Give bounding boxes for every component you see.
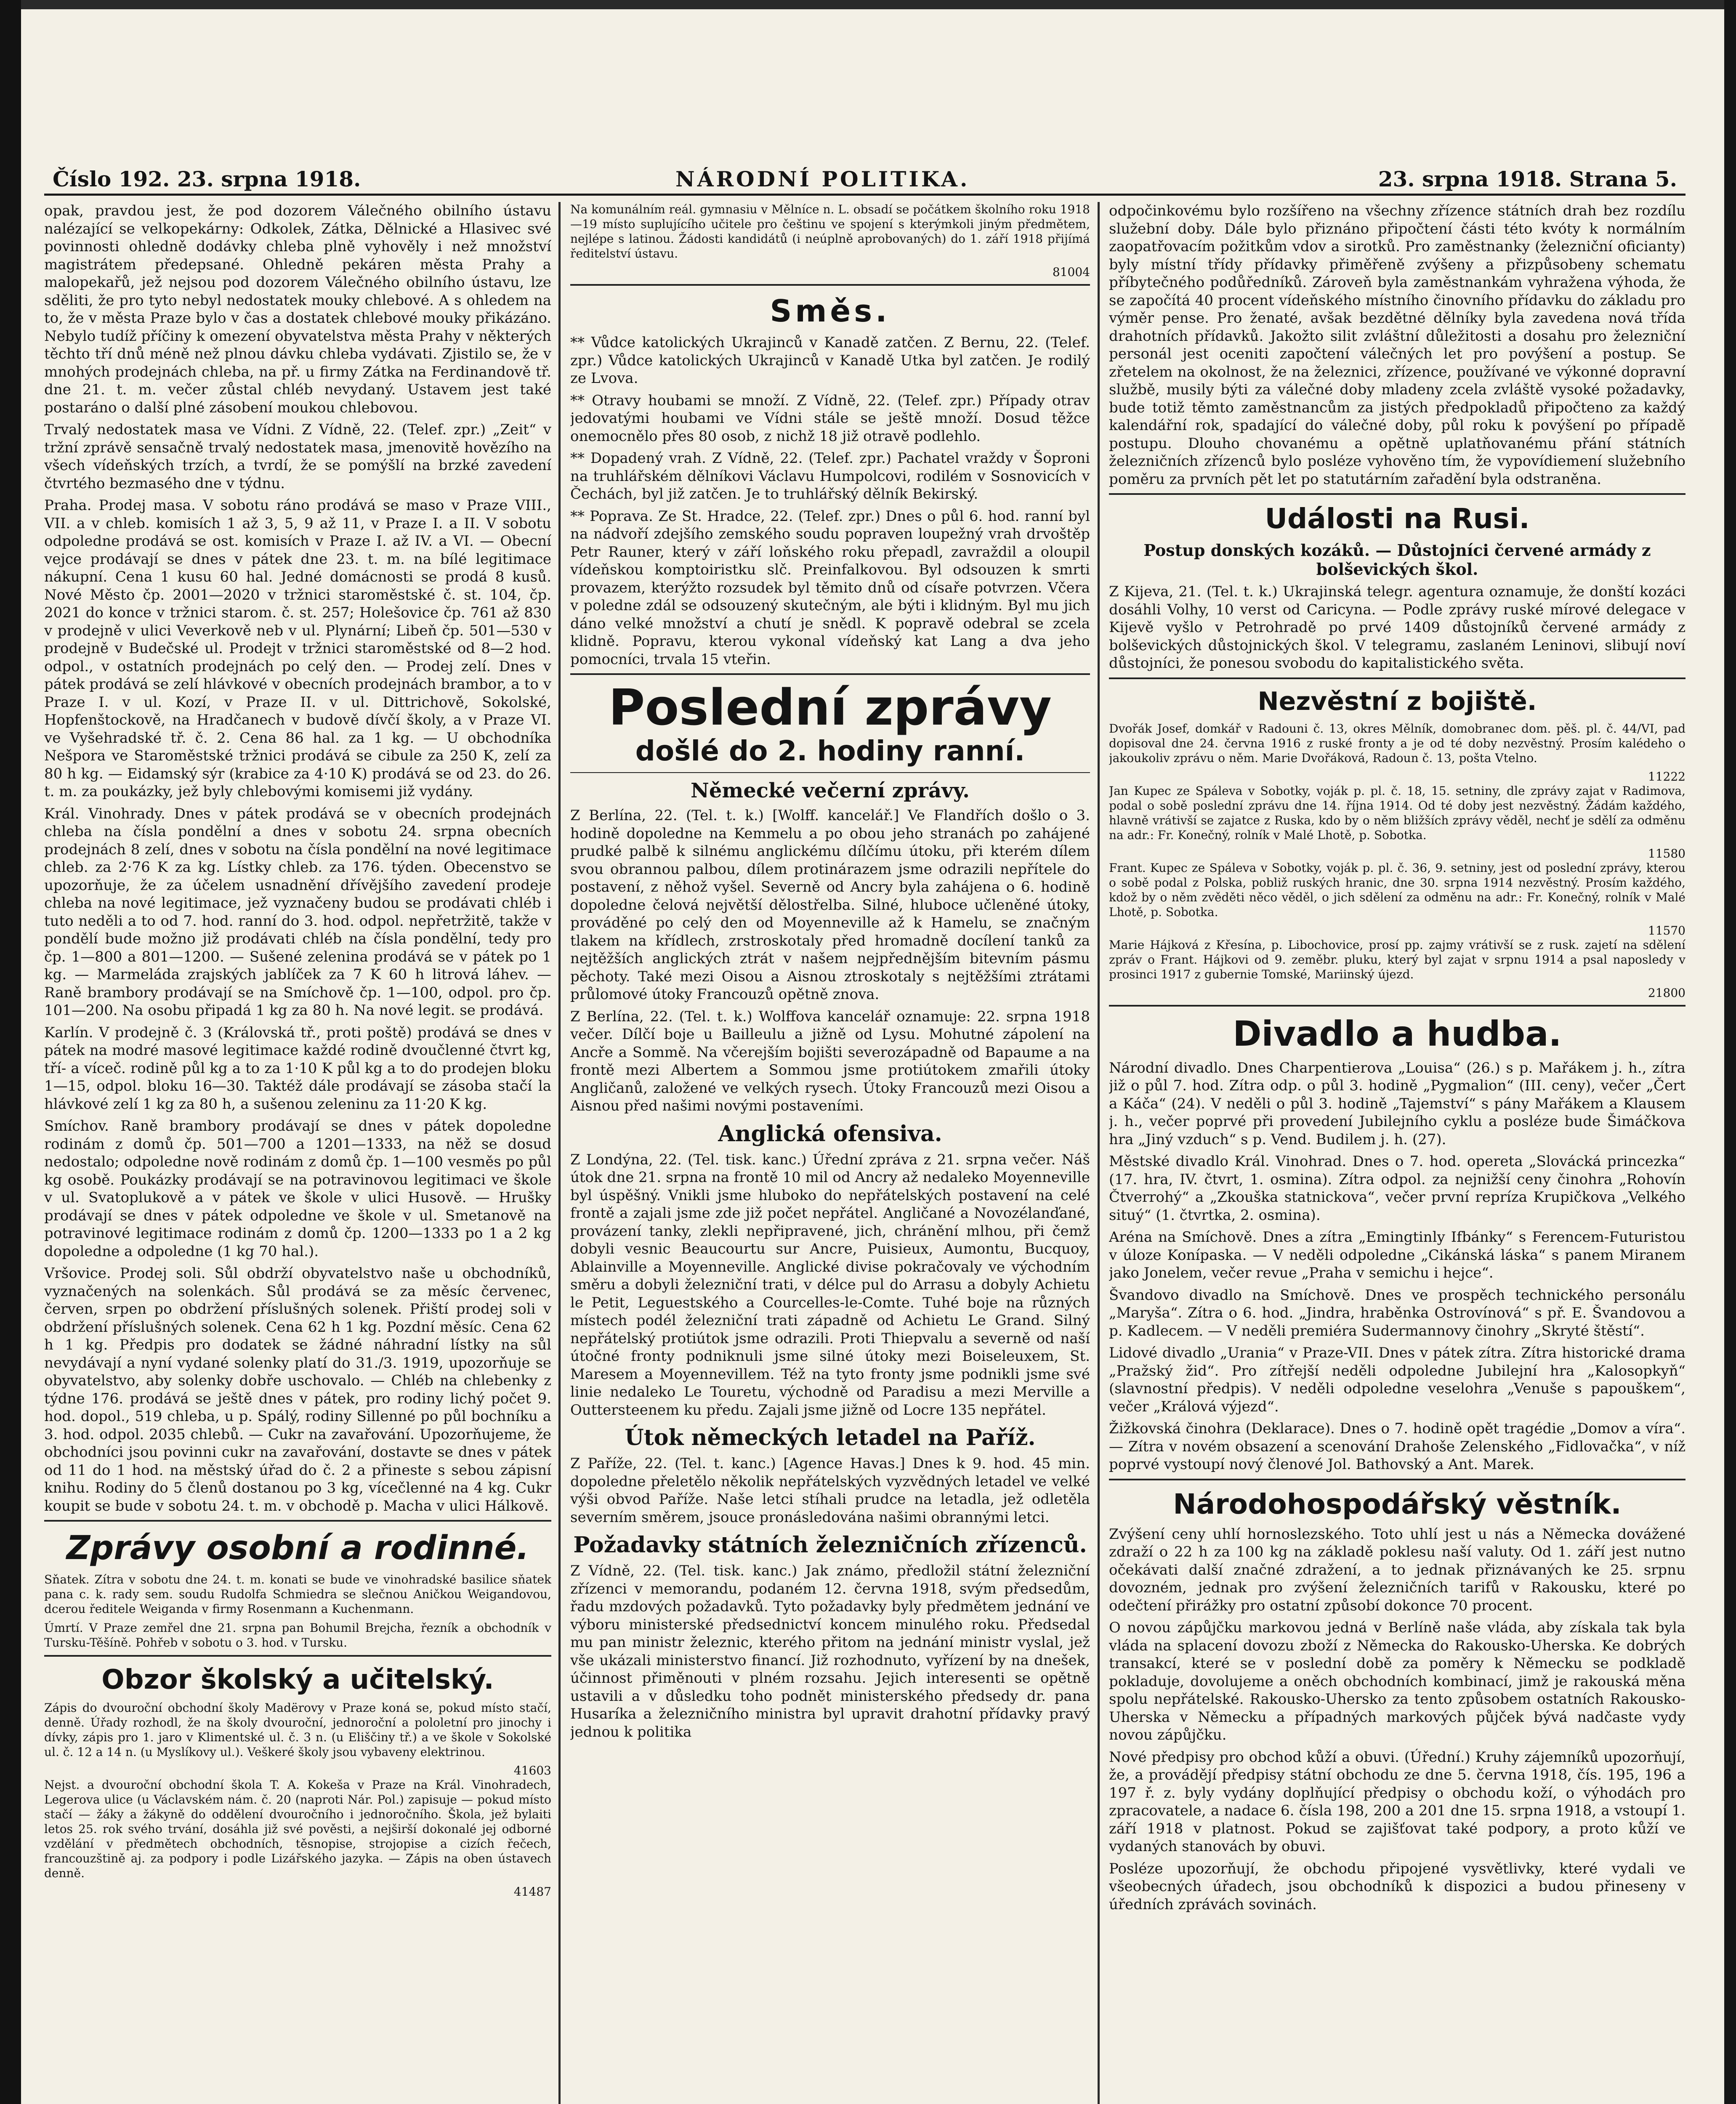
subheading-latest-news: došlé do 2. hodiny ranní. — [635, 735, 1025, 767]
ad-number: 11222 — [1648, 769, 1685, 784]
ad-number: 41603 — [513, 1764, 551, 1777]
date-page: 23. srpna 1918. Strana 5. — [1378, 167, 1677, 191]
heading-theatre: Divadlo a hudba. — [1233, 1014, 1562, 1054]
theatre-national: Národní divadlo. Dnes Charpentierova „Louisa“ (26.) s p. Mařákem j. h., zítra již o půl 7. hod. Zítra odp. o půl 3. hodině „Pygmalion“ (III. ceny), večer „Čert a Káča“ (24). V neděli o půl 3. hodině „Tajemství“ s pány Mařákem a Klausem j. h., večer poprvé při provedení Jubilejního cyklu a posléze bude Šimáčkova hra „Jiný vzduch“ s p. Vend. Budilem j. h. (27). — [1109, 1059, 1685, 1148]
article-berlin-2: Z Berlína, 22. (Tel. t. k.) Wolffova kancelář oznamuje: 22. srpna 1918 večer. Dílčí boje u Bailleulu a jižně od Lysu. Mohutné zápolení na Ancře a Sommě. Na včerejším bojišti severozápadně od Bapaume a na frontě mezi Albertem a Sommou jsme protiútokem zmařili útoky Angličanů, založené ve velkých rysech. Útoky Francouzů mezi Oisou a Aisnou před našimi novými postaveními. — [570, 1008, 1090, 1114]
economy-leather: Nové předpisy pro obchod kůží a obuvi. (Úřední.) Kruhy zájemníků upozorňují, že, a provádějí předpisy státní obchodu ze dne 5. června 1918, čís. 195, 196 a 197 ř. z. byly vydány doplňující předpisy o obchodu koží, o výhodách pro zpracovatele, a nadace 6. čísla 198, 200 a 201 dne 15. srpna 1918, a vstoupí 1. září 1918 v platnost. Pokud se zajišťovat také podpory, a proto kůží ve vydaných stanovách by obuvi. — [1109, 1748, 1685, 1855]
article-execution: ** Poprava. Ze St. Hradce, 22. (Telef. zpr.) Dnes o půl 6. hod. ranní byl na nádvoří zdejšího zemského soudu popraven loupežný vrah drvoštěp Petr Rauner, který v září loňského roku přepadl, zavraždil a oloupil vídeňskou komptoiristku slč. Preinfalkovou. Byl odsouzen k smrti provazem, kterýžto rozsudek byl těmito dnů od císaře potvrzen. Včera v poledne zdál se odsouzený skutečným, ale býti i klidným. Byl mu jich dáno velké množství a chutí je snědl. K popravě odebral se zcela klidně. Popravu, kterou vykonal vídeňský kat Lang a dva jeho pomocníci, trvala 15 vteřin. — [570, 507, 1090, 668]
section-rule — [1109, 677, 1685, 679]
heading-personal: Zprávy osobní a rodinné. — [66, 1529, 529, 1567]
article-praha: Praha. Prodej masa. V sobotu ráno prodává se maso v Praze VIII., VII. a v chleb. komisích 1 až 3, 5, 9 až 11, v Praze I. a II. V sobotu odpoledne prodává se ost. komisích v Praze I. až IV. a VI. — Obecní vejce prodávají se dnes v pátek dne 23. t. m. na bílé legitimace nákupní. Cena 1 kusu 60 hal. Jedné domácnosti se prodá 8 kusů. Nové Město čp. 2001—2020 v tržnici staroměstské č. st. 104, čp. 2021 do konce v tržnici starom. č. st. 257; Holešovice čp. 761 až 830 v prodejně v ulici Veverkově neb v ul. Plynární; Libeň čp. 501—530 v prodejně v Budečské ul. Prodejt v tržnici staroměstské od 8—2 hod. odpol., v ostatních prodejnách po celý den. — Prodej zelí. Dnes v pátek prodává se zelí hlávkové v obecních prodejnách brambor, a to v Praze I. v ul. Kozí, v Praze II. v ul. Dittrichově, Sokolské, Hopfenštockově, na Hradčanech v budově dívčí školy, a v Praze VI. ve Vyšehradské tř. č. 2. Cena 86 hal. za 1 kg. — U obchodníka Nešpora ve Staroměstské tržnici prodává se cibule za 250 K, zelí za 80 h kg. — Eidamský sýr (krabice za 4·10 K) prodává se od 23. do 26. t. m. za poukázky, jež byly chlebovými komisemi již vydány. — [44, 497, 551, 800]
heading-missing: Nezvěstní z bojiště. — [1257, 686, 1537, 716]
section-rule — [570, 284, 1090, 286]
heading-economy: Národohospodářský věstník. — [1173, 1488, 1622, 1520]
article-ukrainians: ** Vůdce katolických Ukrajinců v Kanadě zatčen. Z Bernu, 22. (Telef. zpr.) Vůdce katolických Ukrajinců v Kanadě Utka byl zatčen. Je rodilý ze Lvova. — [570, 334, 1090, 387]
article-vrsovice: Vršovice. Prodej soli. Sůl obdrží obyvatelstvo naše u obchodníků, vyznačených na solenkách. Sůl prodává se za měsíc červenec, červen, srpen po obdržení příslušných solenek. Přiští prodej soli v obdržení příslušných solenek. Cena 62 h 1 kg. Pozdní měsíc. Cena 62 h 1 kg. Předpis pro dodatek se žádné náhradní lístky na sůl nevydávají a nyní vydané solenky platí do 31./3. 1919, upozorňuje se obyvatelstvo, aby solenky dobře uschovalo. — Chléb na chlebenky z týdne 176. prodává se ještě dnes v pátek, pro rodiny lichý počet 9. hod. dopol., 519 chleba, u p. Spálý, rodiny Sillenné po půl bochníku a 3. hod. odpol. 2035 chlebů. — Cukr na zavařování. Upozorňujeme, že obchodníci jsou povinni cukr na zavařování, dostavte se dnes v pátek od 11 do 1 hod. na městský úřad do č. 2 a přineste s sebou zápisní knihu. Rodiny do 5 členů dostanou po 3 kg, vícečlenné na 4 kg. Cukr koupit se bude v sobotu 24. t. m. v obchodě p. Macha v ulici Hálkově. — [44, 1265, 551, 1514]
article-smichov: Smíchov. Raně brambory prodávají se dnes v pátek dopoledne rodinám z domů čp. 501—700 a 1201—1333, na něž se dosud nedostalo; odpoledne nově rodinám z domů čp. 1—100 vesměs po půl kg osobě. Poukázky prodávají se na potravinovou legitimaci ve škole v ul. Svatoplukově a v pátek ve škole v ulici Husově. — Hrušky prodávají se dnes v pátek odpoledne ve škole v ul. Smetanově na potravinové legitimace rodinám z domů čp. 1200—1333 po 1 a 2 kg dopoledne a odpoledne (1 kg 70 hal.). — [44, 1118, 551, 1260]
newspaper-page — [44, 164, 1685, 2104]
masthead — [44, 164, 1685, 196]
section-rule — [44, 1520, 551, 1522]
heading-latest-news: Poslední zprávy — [608, 678, 1052, 736]
article-karlin: Karlín. V prodejně č. 3 (Královská tř., proti poště) prodává se dnes v pátek na modré masové legitimace každé rodině dvoučlenné čtvrt kg, tří- a víceč. rodině půl kg a to za 1·10 K půl kg a to do prodejen bloku 1—15, odpol. bloku 16—30. Taktéž dále prodávají se zásoba stačí la hlávkové zelí 1 kg za 80 h, a sušenou zeleninu za 11·20 K kg. — [44, 1024, 551, 1113]
section-rule — [570, 673, 1090, 675]
missing-notice: Dvořák Josef, domkář v Radouni č. 13, okres Mělník, domobranec dom. pěš. pl. č. 44/VI, pad dopisoval dne 24. června 1916 z ruské fronty a je od té doby nezvěstný. Prosím kalédeho o jakoukoliv zprávu o něm. Marie Dvořáková, Radoun č. 13, pošta Vtelno. — [1109, 721, 1685, 765]
theatre-svanda: Švandovo divadlo na Smíchově. Dnes ve prospěch technického personálu „Maryša“. Zítra o 6. hod. „Jindra, hraběnka Ostrovínová“ s př. E. Švandovou a p. Kadlecem. — V neděli premiéra Sudermannovy činohry „Skryté štěstí“. — [1109, 1286, 1685, 1339]
economy-loan: O novou zápůjčku markovou jedná v Berlíně naše vláda, aby získala tak byla vláda na splacení dovozu zboží z Německa do Rakousko-Uherska. Ke dobrých transakcí, které se v poslední době za poměry k Německu se podkladě pokladuje, dovolujeme a oněch obchodních kombinací, jimž je rakouská měna spolu nepřátelské. Rakousko-Uhersko za tento způsobem ostatních Rakousko-Uherska v Německu a případných markových půjček bývá nadčaste vydy novou zápůjčku. — [1109, 1619, 1685, 1743]
ad-number: 11580 — [1648, 846, 1685, 861]
column-1 — [44, 202, 551, 2104]
article-bread: opak, pravdou jest, že pod dozorem Válečného obilního ústavu nalézající se velkopekárny: Odkolek, Zátka, Dělnické a Hlasivec své povinnosti ohledně dodávky chleba plně vyhověly i než množství magistrátem předepsané. Ohledně pekáren města Prahy a malopekařů, jež nejsou pod dozorem Válečného obilního ústavu, lze sděliti, že pro tyto nebyl nedostatek mouky chlebové. A s ohledem na to, že v města Praze bylo v čas a dostatek chlebové mouky přikázáno. Nebylo tudíž příčiny k omezení obyvatelstva města Prahy v některých těchto tří dnů méně než plnou dávku chleba vydávati. Zjistilo se, že v mnohých prodejnách chleba, na př. u firmy Zátka na Ferdinandově tř. dne 21. t. m. večer zůstal chléb nevydaný. Ustavem jest také postaráno o další plné zásobení moukou chlebovou. — [44, 202, 551, 416]
article-murderer: ** Dopadený vrah. Z Vídně, 22. (Telef. zpr.) Pachatel vraždy v Šoproni na truhlářském dělníkovi Václavu Humpolcovi, rodilém v Sosnovicích v Čechách, byl již zatčen. Je to truhlářský dělník Bekirský. — [570, 450, 1090, 502]
heading-school: Obzor školský a učitelský. — [101, 1664, 494, 1695]
article-london: Z Londýna, 22. (Tel. tisk. kanc.) Úřední zpráva z 21. srpna večer. Náš útok dne 21. srpna na frontě 10 mil od Ancry až nedaleko Moyenneville byl úspěšný. Vnikli jsme hluboko do nepřátelských postavení na celé frontě a zajali jsme zde již počet nepřátel. Angličané a Novozélanďané, provázení tanky, zlekli nepřipravené, jich, chránění mlhou, při čemž dobyli vesnic Beaucourtu sur Ancre, Puisieux, Aumontu, Bucquoy, Ablainville a Moyenneville. Anglické divise pokračovaly ve východním směru a dobyli železniční trati, v délce pul do Arrasu a dobyly Achietu le Petit, Leguestského a Courcelles-le-Comte. Tuhé boje na různých místech podél železniční trati západně od Achietu Le Grand. Silný nepřátelský protiútok jsme odrazili. Proti Thiepvalu a severně od naší útočné fronty podniknuli jsme silné útoky mezi Boiseleuxem, St. Maresem a Moyennevillem. Též na tyto fronty jsme podnikli jsme své linie nedaleko Le Touretu, východně od Paradisu a mezi Merville a Outtersteenem ku předu. Zajali jsme jižně od Locre 135 nepřátel. — [570, 1151, 1090, 1419]
article-railway-cont: odpočinkovému bylo rozšířeno na všechny zřízence státních drah bez rozdílu služební doby. Dále bylo přiznáno připočtení části této kvóty k normálním zaopatřovacím požitkům vdov a sirotků. Pro zaměstnanky (železniční oficianty) byly místní třídy přídavky přiměřeně zvýšeny a přizpůsobeny schematu příbytečného podůředníků. Zároveň byla zaměstnankám vyhražena výhoda, že se započítá 40 procent vídeňského místního činovního přídavku do základu pro výměr pense. Pro ženaté, avšak bezdětné dělníky byla zavedena nová třída drahotních přídavků. Jakožto silit zvláštní důležitosti a dosahu pro železniční personál jest oceniti započtení válečných let pro povýšení a postup. Se zřetelem na okolnost, že na železnici, zřízence, používané ve výkonné dopravní službě, musily býti za válečné doby mladeny zcela zvláště vysoké požadavky, bude totiž těmto zaměstnancům za jistých předpokladů připočteno za každý kalendářní rok, spadající do válečné doby, půl roku k povýšení po případě postupu. Dlouho chovanému a opětně uplatňovanému přání státních železničních zřízenců bylo posléze vyhověno tím, že vypovídiemení služebního poměru za prvních pět let po statutárním zařadění byla odstraněna. — [1109, 202, 1685, 488]
section-rule — [44, 1655, 551, 1657]
notice-school-1: Zápis do dvouroční obchodní školy Madërovy v Praze koná se, pokud místo stačí, denně. Úřady rozhodl, že na školy dvouroční, jednoroční a pololetní pro jinochy i dívky, zápis pro 1. jaro v Klimentské ul. č. 3 n. (u Eliščiny tř.) a ve škole v Sokolské ul. č. 12 a 14 n. (u Myslíkovy ul.). Veškeré školy jsou vybaveny elektrinou. — [44, 1701, 551, 1759]
theatre-vinohrady: Městské divadlo Král. Vinohrad. Dnes o 7. hod. opereta „Slovácká princezka“ (17. hra, IV. čtvrt, 1. osmina). Zítra odpol. za nejnižší ceny činohra „Rohovín Čtverrohý“ a „Zkouška statnickova“, večer první repríza Krupičkova „Velkého situý“ (1. čtvrtka, 2. osmina). — [1109, 1153, 1685, 1224]
theatre-arena: Aréna na Smíchově. Dnes a zítra „Emingtinly Ifbánky“ s Ferencem-Futuristou v úloze Konípaska. — V neděli odpoledne „Cikánská láska“ s panem Miranem jako Jonelem, večer revue „Praha v semichu i hejce“. — [1109, 1229, 1685, 1281]
theatre-urania: Lidové divadlo „Urania“ v Praze-VII. Dnes v pátek zítra. Zítra historické drama „Pražský žid“. Pro zítřejší neděli odpoledne Jubilejní hra „Kalosopkyň“ (slavnostní předpis). V neděli odpoledne veselohra „Venuše s papouškem“, večer „Králová výjezd“. — [1109, 1344, 1685, 1415]
ad-number: 41487 — [513, 1885, 551, 1899]
article-railway: Z Vídně, 22. (Tel. tisk. kanc.) Jak známo, předložil státní železniční zřízenci v memorandu, podaném 12. června 1918, svým předsedům, řadu mzdových požadavků. Tyto požadavky byly předmětem jednání ve výboru ministerské předsednictví koncem minulého roku. Předsedal mu pan ministr železnic, kterého přitom na jednání ministr vyslal, jež vše ukázali ministerstvo financí. Již rozhodnuto, vyřízení by na dnešek, účinnost přiměnouti v plném rozsahu. Jejich interesenti se opětně ustavili a v důsledku toho podnět ministerského předsedy dr. pana Husaríka a železničního ministra byl upravit drahotní přídavky pravý jednou k politika — [570, 1562, 1090, 1740]
ad-number: 11570 — [1648, 923, 1685, 938]
issue-number: Číslo 192. 23. srpna 1918. — [53, 167, 361, 191]
notice-school-2: Nejst. a dvouroční obchodní škola T. A. Kokeša v Praze na Král. Vinohradech, Legerova ulice (u Václavském nám. č. 20 (naproti Nár. Pol.) zapisuje — pokud místo stačí — žáky a žákyně do oddělení dvouročního i jednoročního. Škola, jež bylaiti letos 25. rok svého trvání, dosáhla již své pověsti, a nejširší dokonalé jej odborné vzdělání v předmětech obchodních, těsnopise, strojopise a cizích řečech, francouzštině aj. za podpory i podle Lizářského jazyka. — Zápis na oben ústavech denně. — [44, 1778, 551, 1880]
scan-top-edge — [0, 0, 1736, 9]
missing-notice: Jan Kupec ze Spáleva v Sobotky, voják p. pl. č. 18, 15. setniny, dle zprávy zajat v Radimova, podal o sobě poslední zprávu dne 14. října 1914. Od té doby jest nezvěstný. Žádám každého, hlavně vrátivší se zajatce z Ruska, kdo by o něm bližších zprávy věděl, nechť je sdělí za odměnu na adr.: Fr. Konečný, rolník v Malé Lhotě, p. Sobotka. — [1109, 784, 1685, 842]
notice-wedding: Sňatek. Zítra v sobotu dne 24. t. m. konati se bude ve vinohradské basilice sňatek pana c. k. rady sem. soudu Rudolfa Schmiedra se slečnou Aničkou Weigandovou, dcerou ředitele Weiganda v firmy Rosenmann a Kuchenmann. — [44, 1573, 551, 1616]
column-3 — [1109, 202, 1685, 2104]
ad-number: 21800 — [1648, 986, 1685, 1000]
columns — [44, 202, 1685, 2104]
section-rule — [1109, 1479, 1685, 1480]
section-rule — [1109, 1005, 1685, 1007]
article-meat-vienna: Trvalý nedostatek masa ve Vídni. Z Vídně, 22. (Telef. zpr.) „Zeit“ v tržní zprávě sensačně trvalý nedostatek masa, jmenovitě hovězího na všech vídeňských trzích, a tvrdí, že se pomýšlí na brzké zavedení čtvrtého bezmasého dne v týdnu. — [44, 421, 551, 492]
heading-english-offensive: Anglická ofensiva. — [718, 1121, 942, 1147]
scan-right-edge — [1724, 0, 1736, 2104]
theatre-zizkov: Žižkovská činohra (Deklarace). Dnes o 7. hodině opět tragédie „Domov a víra“. — Zítra v novém obsazení a scenování Drahoše Zelenského „Fidlovačka“, v níž poprvé vystoupí nový členové Jol. Bathovský a Ant. Marek. — [1109, 1420, 1685, 1473]
newspaper-title: NÁRODNÍ POLITIKA. — [675, 167, 970, 191]
article-mushrooms: ** Otravy houbami se množí. Z Vídně, 22. (Telef. zpr.) Případy otrav jedovatými houbami ve Vídni stále se ještě množí. Dosud těžce onemocnělo přes 80 osob, z nichž 18 již otravě podlehlo. — [570, 392, 1090, 445]
missing-notice: Marie Hájková z Křesína, p. Libochovice, prosí pp. zajmy vrátivší se z rusk. zajetí na sdělení zpráv o Frant. Hájkovi od 9. zeměbr. pluku, který byl zajat v srpnu 1914 a psal naposledy v prosinci 1917 z gubernie Tomské, Mariinský újezd. — [1109, 938, 1685, 981]
section-rule — [570, 772, 1090, 773]
article-paris: Z Paříže, 22. (Tel. t. kanc.) [Agence Havas.] Dnes k 9. hod. 45 min. dopoledne přeletělo několik nepřátelských vyzvědných letadel ve velké výši obvod Paříže. Naše letci stíhali prudce na letadla, jež odletěla severním směrem, jsouce pronásledována našimi obrannými letci. — [570, 1455, 1090, 1526]
notice-gymnasium: Na komunálním reál. gymnasiu v Mělníce n. L. obsadí se počátkem školního roku 1918—19 místo suplujícího učitele pro češtinu ve spojení s kterýmkoli jiným předmětem, nejlépe s latinou. Žádosti kandidátů (i neúplně aprobovaných) do 1. září 1918 přijímá ředitelství ústavu. — [570, 202, 1090, 260]
notice-death: Úmrtí. V Praze zemřel dne 21. srpna pan Bohumil Brejcha, řezník a obchodník v Tursku-Těšíně. Pohřeb v sobotu o 3. hod. v Tursku. — [44, 1621, 551, 1650]
column-2 — [570, 202, 1090, 2104]
section-rule — [1109, 493, 1685, 495]
economy-notes: Posléze upozorňují, že obchodu připojené vysvětlivky, které vydali ve všeobecných úřadech, jsou obchodníků k dispozici a budou přineseny v úředních zprávách sovinách. — [1109, 1860, 1685, 1913]
economy-coal: Zvýšení ceny uhlí hornoslezského. Toto uhlí jest u nás a Německa dovážené zdraží o 22 h za 100 kg na základě poklesu naší valuty. Od 1. září jest nutno očekávati další značné zdražení, a to jednak přiznávaných ke 25. srpnu dovozném, jednak pro zvýšení železničních tarifů v Rakousku, které po odečtení přirážky pro ostatní způsobí dokonce 70 procent. — [1109, 1525, 1685, 1614]
missing-notice: Frant. Kupec ze Spáleva v Sobotky, voják p. pl. č. 36, 9. setniny, jest od poslední zprávy, kterou o sobě podal z Polska, pobliž ruských hranic, dne 30. srpna 1914 nezvěstný. Prosím každého, kdož by o něm zvěděti něco věděl, o jich sdělení za odměnu na adr.: Fr. Konečný, rolník v Malé Lhotě, p. Sobotka. — [1109, 861, 1685, 919]
article-kiev: Z Kijeva, 21. (Tel. t. k.) Ukrajinská telegr. agentura oznamuje, že donští kozáci dosáhli Volhy, 10 verst od Caricyna. — Podle zprávy ruské mírové delegace v Kijevě vyšlo v Petrohradě po prvé 1409 důstojníků červené armády z bolševických důstojnických škol. V telegramu, zaslaném Leninovi, slibují noví důstojníci, že ponesou svobodu do kapitalistického světa. — [1109, 583, 1685, 672]
article-vinohrady: Král. Vinohrady. Dnes v pátek prodává se v obecních prodejnách chleba na čísla pondělní a dnes v sobotu 24. srpna obecních prodejnách 8 zelí, dnes v sobotu na čísla pondělní na nové legitimace chleb. za 2·76 K za kg. Lístky chleb. za 176. týden. Obecenstvo se upozorňuje, že za účelem usnadnění dřívějšího zavedení prodeje chleba na nové legitimace, jež vyznačeny budou se prodávati chléb i tuto neděli a to od 7. hod. ranní do 3. hod. odpol. nepřetržitě, takže v pondělí bude možno již prodávati chléb na čísla pondělní, tedy pro čp. 1—800 a 801—1200. — Sušené zelenina prodává se v pátek po 1 kg. — Marmeláda zrajských jablíček za 7 K 60 h litrová láhev. — Raně brambory prodávají se na Smíchově čp. 1—100, odpol. pro čp. 101—200. Na osobu připadá 1 kg za 80 h. Na nové legit. se prodává. — [44, 805, 551, 1019]
heading-railway: Požadavky státních železničních zřízenců. — [573, 1532, 1087, 1558]
heading-miscellany: Směs. — [770, 293, 891, 329]
heading-russia: Události na Rusi. — [1265, 502, 1530, 535]
ad-number: 81004 — [1052, 265, 1090, 279]
scan-left-edge — [0, 0, 21, 2104]
heading-german-reports: Německé večerní zprávy. — [691, 779, 970, 802]
heading-paris-raid: Útok německých letadel na Paříž. — [625, 1425, 1036, 1450]
article-berlin-1: Z Berlína, 22. (Tel. t. k.) [Wolff. kancelář.] Ve Flandřích došlo o 3. hodině dopoledne na Kemmelu a po obou jeho stranách po zahájené prudké palbě k silnému anglickému dílčímu útoku, při kterém dílem svou obrannou palbou, dílem protinárazem jsme odrazili nepřítele do postavení, z něhož vyšel. Severně od Ancry byla zahájena o 6. hodině dopoledne čelová největší dělostřelba. Silné, hluboce učleněné útoky, prováděné po celý den od Moyenneville až k Hamelu, se značným tlakem na křídlech, zrstroskotaly před hromadně docílení tanků za nejtěžších anglických ztrát v našem nejpřednějším bitevním pásmu pěchoty. Také mezi Oisou a Aisnou ztroskotaly s nejtěžšími ztrátami průlomové útoky Francouzů opětně znova. — [570, 807, 1090, 1003]
heading-cossacks: Postup donských kozáků. — Důstojníci červené armády z bolševických škol. — [1143, 541, 1651, 579]
